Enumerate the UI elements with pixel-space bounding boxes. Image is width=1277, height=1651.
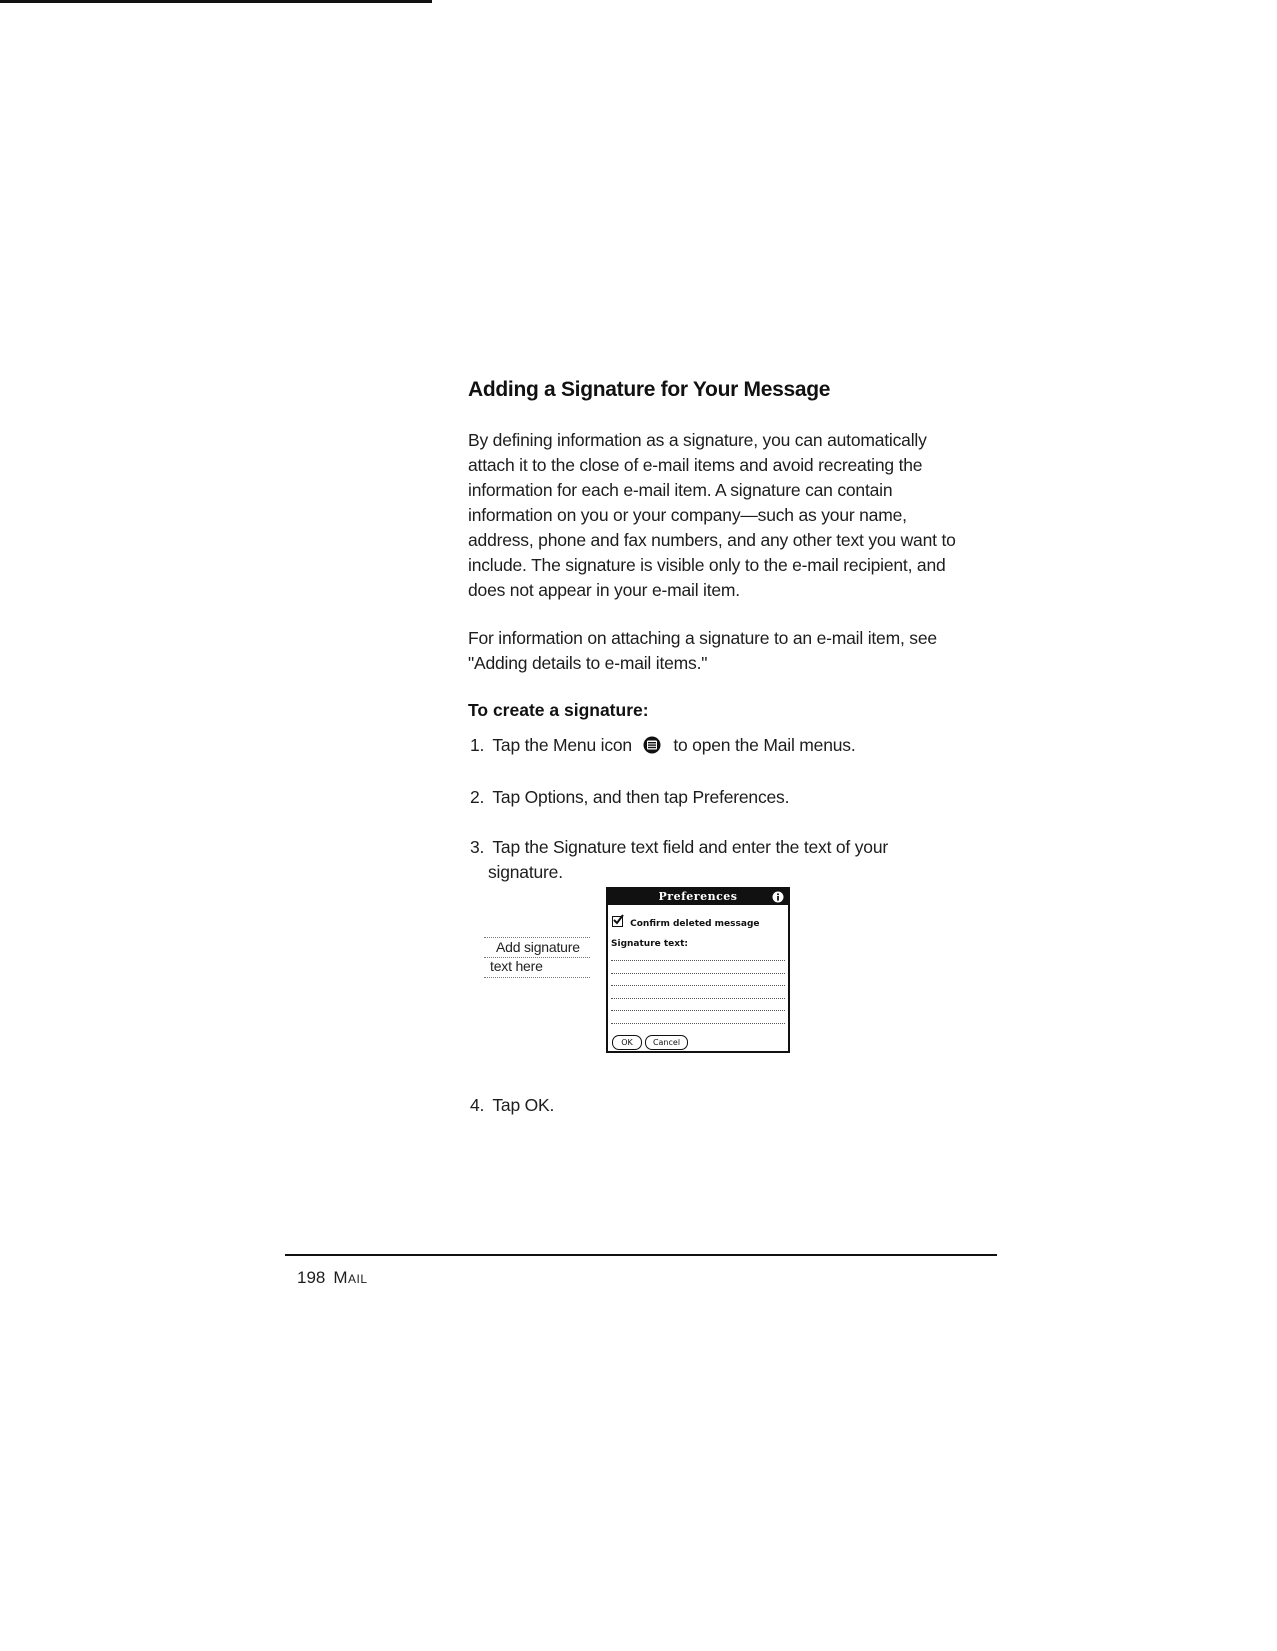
ok-button[interactable]: OK <box>612 1035 642 1050</box>
section-name: Mail <box>333 1268 368 1287</box>
step-2 <box>470 785 950 810</box>
step-text: to open the Mail menus. <box>673 735 856 755</box>
dotted-guide <box>484 977 590 978</box>
step-1 <box>470 733 950 758</box>
preferences-dialog <box>606 887 790 1053</box>
info-icon[interactable] <box>772 891 784 903</box>
page-footer <box>297 1268 368 1288</box>
text-line <box>611 985 785 986</box>
text-line <box>611 1010 785 1011</box>
handwriting-sample <box>484 935 584 985</box>
step-4 <box>470 1093 950 1118</box>
section-heading: Adding a Signature for Your Message <box>468 378 831 401</box>
paragraph-attach-info: For information on attaching a signature to an e-mail item, see "Adding details to e-mail items." <box>468 628 937 673</box>
text-line <box>611 960 785 961</box>
signature-text-field[interactable] <box>611 960 785 1035</box>
dialog-title: Preferences <box>658 890 738 903</box>
page-number: 198 <box>297 1268 326 1287</box>
step-number: 4. <box>470 1095 485 1115</box>
text-line <box>611 998 785 999</box>
step-text: Tap Options, and then tap Preferences. <box>492 787 790 807</box>
handwriting-line-2: text here <box>490 958 543 974</box>
top-rule <box>0 0 432 3</box>
paragraph-intro: By defining information as a signature, you can automatically attach it to the close of e-mail items and avoid recreating the information for each e-mail item. A signature can contain information on you or your company—such as your name, address, phone and fax numbers, and any other text you want to include. The signature is visible only to the e-mail recipient, and does not appear in your e-mail item. <box>468 430 956 600</box>
confirm-delete-label: Confirm deleted message <box>630 919 760 929</box>
menu-icon <box>643 736 661 754</box>
step-3 <box>470 835 950 885</box>
dialog-title-bar <box>608 889 788 905</box>
procedure-title: To create a signature: <box>468 700 649 720</box>
handwriting-line-1: Add signature <box>496 939 580 955</box>
confirm-delete-row[interactable] <box>612 916 760 929</box>
confirm-delete-checkbox[interactable] <box>612 916 623 927</box>
footer-rule <box>285 1254 997 1256</box>
text-line <box>611 1023 785 1024</box>
signature-text-label: Signature text: <box>611 939 688 949</box>
step-text: Tap the Signature text field and enter the text of your <box>492 837 889 857</box>
step-number: 1. <box>470 735 485 755</box>
text-line <box>611 973 785 974</box>
checkmark-icon <box>612 913 624 925</box>
cancel-button[interactable]: Cancel <box>645 1035 688 1050</box>
step-text-continued: signature. <box>488 862 563 882</box>
step-text: Tap the Menu icon <box>492 735 632 755</box>
dotted-guide <box>484 937 590 938</box>
step-number: 3. <box>470 837 485 857</box>
step-text: Tap OK. <box>492 1095 555 1115</box>
step-number: 2. <box>470 787 485 807</box>
